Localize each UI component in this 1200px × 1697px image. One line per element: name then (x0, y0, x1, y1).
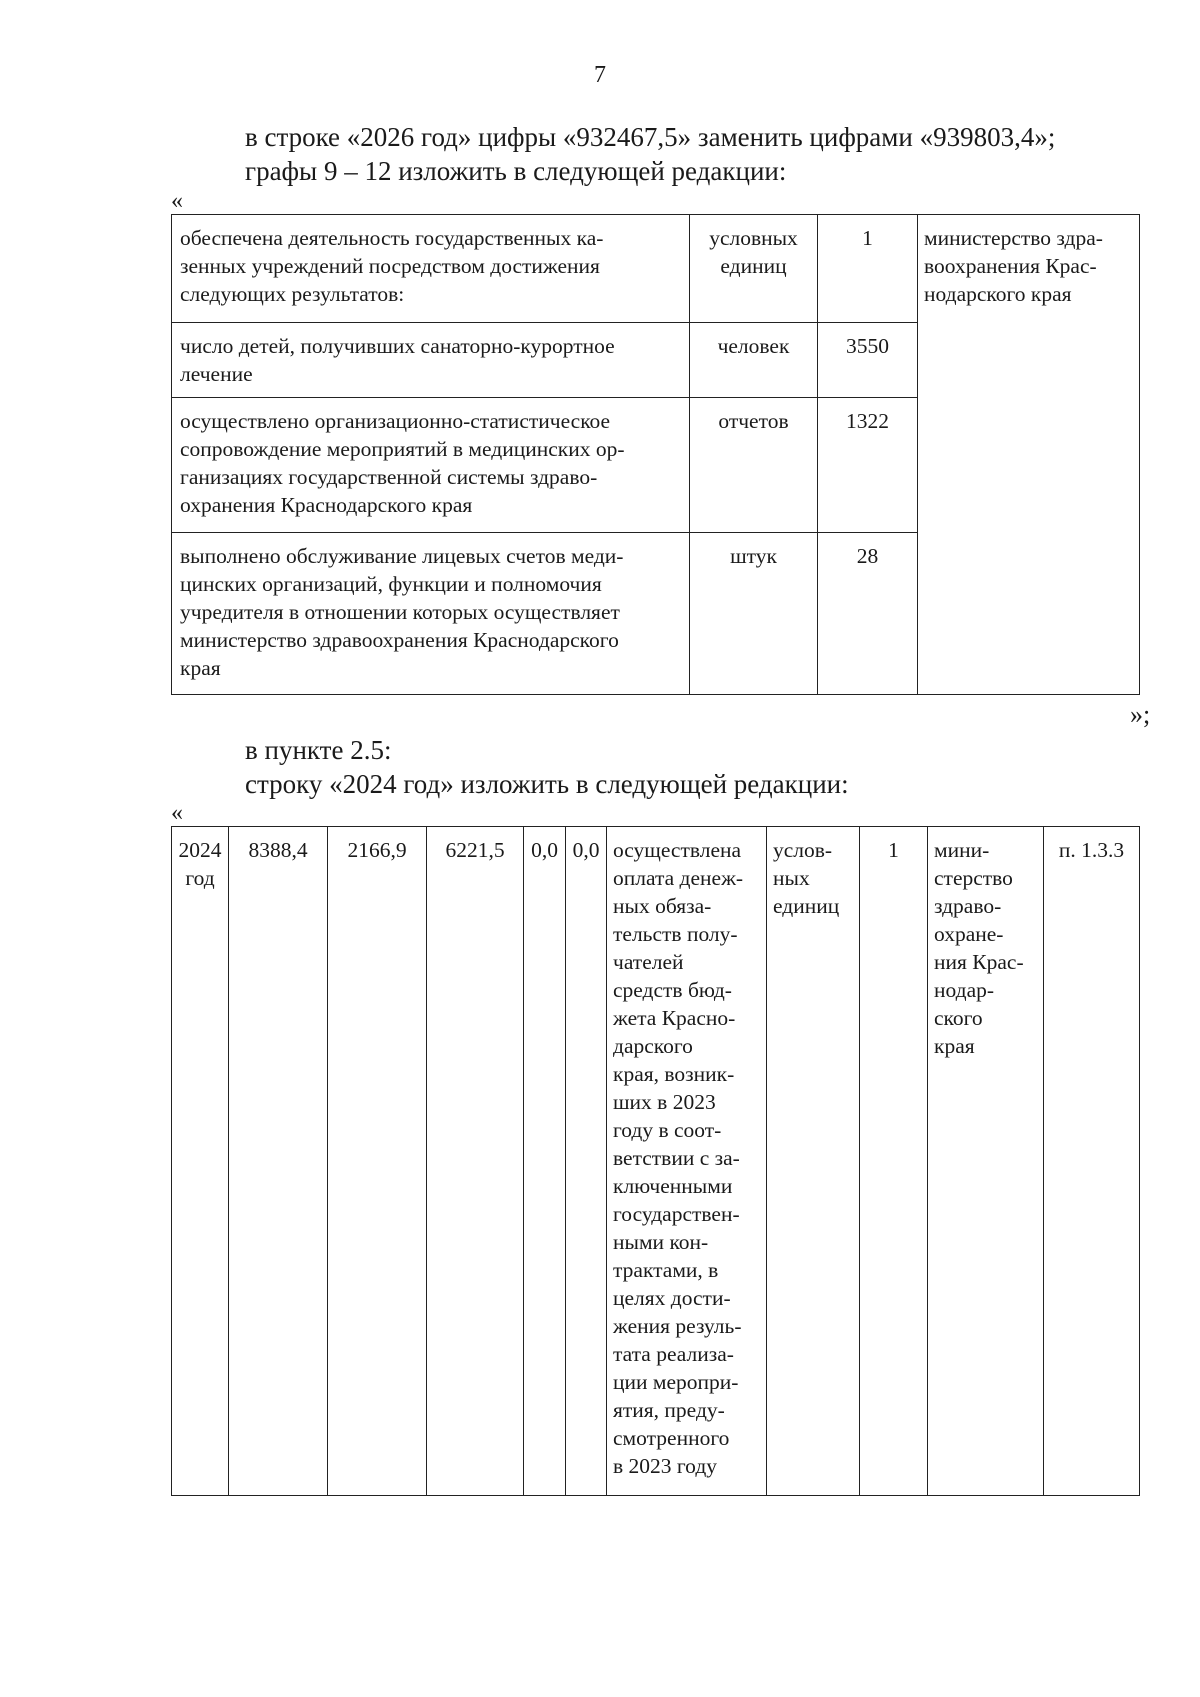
total-cell: 8388,4 (229, 827, 328, 1496)
open-quote: « (171, 188, 183, 214)
result-value: 28 (818, 533, 918, 695)
result-text: осуществлено организационно-статистическое сопровождение мероприятий в медицинских ор- ганизациях государственной системы здраво- охранения Краснодарского края (172, 398, 690, 533)
paragraph-line: строку «2024 год» изложить в следующей редакции: (245, 769, 849, 799)
result-unit: отчетов (690, 398, 818, 533)
result-unit: условных единиц (690, 215, 818, 323)
value-cell: 1 (860, 827, 928, 1496)
table-row (172, 215, 1140, 323)
results-table (171, 214, 1140, 695)
amount-cell: 6221,5 (427, 827, 524, 1496)
unit-cell: услов- ных единиц (767, 827, 860, 1496)
amount-cell: 0,0 (566, 827, 607, 1496)
reference-cell: п. 1.3.3 (1044, 827, 1140, 1496)
table-row (172, 827, 1140, 1496)
result-value: 1322 (818, 398, 918, 533)
amount-cell: 0,0 (524, 827, 566, 1496)
responsible-cell: министерство здра- воохранения Крас- нодарского края (918, 215, 1140, 695)
open-quote: « (171, 800, 183, 826)
amount-cell: 2166,9 (328, 827, 427, 1496)
result-unit: человек (690, 323, 818, 398)
description-cell: осуществлена оплата денеж- ных обяза- тельств полу- чателей средств бюд- жета Красно- дарского края, возник- ших в 2023 году в соот- ветствии с за- ключенными государствен- ными кон- трактами, в целях дости- жения резуль- тата реализа- ции меропри- ятия, преду- смотренного в 2023 году (607, 827, 767, 1496)
page-number: 7 (594, 62, 606, 88)
result-text: выполнено обслуживание лицевых счетов меди- цинских организаций, функции и полномочия учредителя в отношении которых осуществляет министерство здравоохранения Краснодарского края (172, 533, 690, 695)
result-text: число детей, получивших санаторно-курортное лечение (172, 323, 690, 398)
close-quote: »; (1130, 700, 1151, 729)
result-text: обеспечена деятельность государственных ка- зенных учреждений посредством достижения следующих результатов: (172, 215, 690, 323)
paragraph-line: в пункте 2.5: (245, 735, 392, 765)
responsible-cell: мини- стерство здраво- охране- ния Крас- нодар- ского края (928, 827, 1044, 1496)
result-unit: штук (690, 533, 818, 695)
result-value: 1 (818, 215, 918, 323)
result-value: 3550 (818, 323, 918, 398)
year-row-table (171, 826, 1140, 1496)
paragraph-line: в строке «2026 год» цифры «932467,5» заменить цифрами «939803,4»; (245, 122, 1056, 152)
year-cell: 2024 год (172, 827, 229, 1496)
paragraph-line: графы 9 – 12 изложить в следующей редакции: (245, 156, 787, 186)
